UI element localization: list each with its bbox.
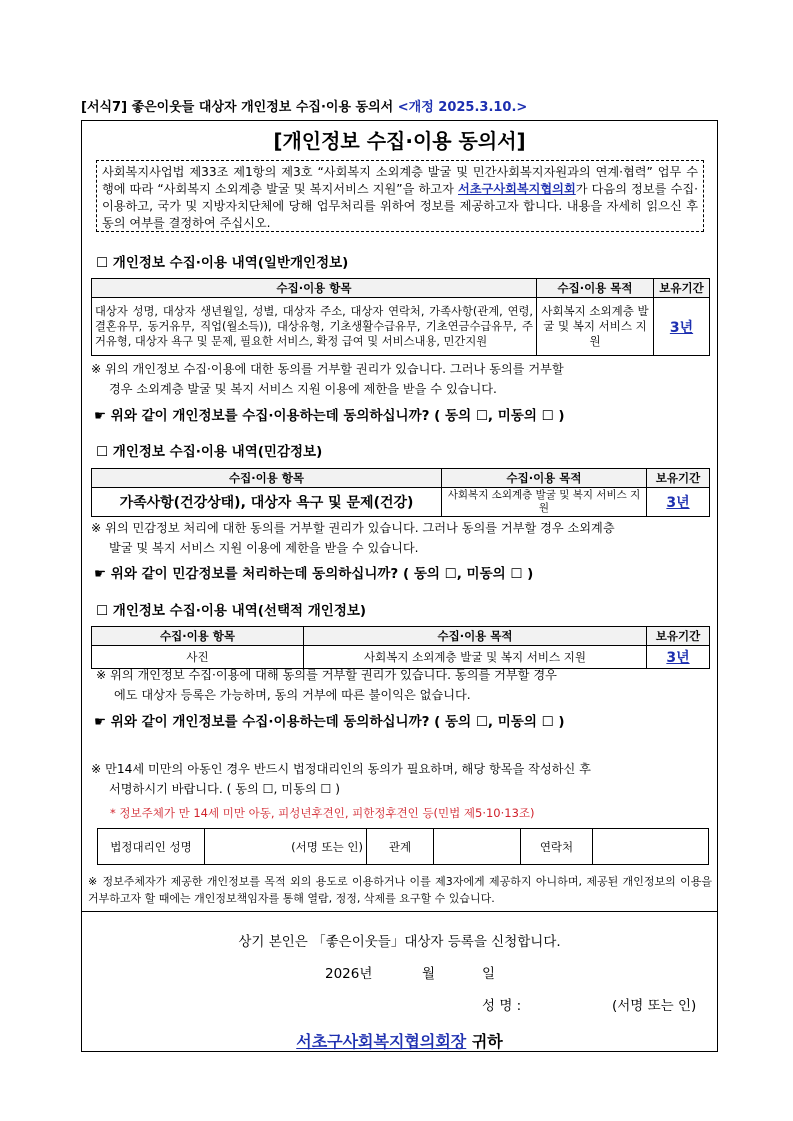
minor-note [91, 759, 713, 799]
relation-field[interactable] [434, 829, 521, 865]
date-month: 월 [422, 966, 436, 982]
sensitive-items: 가족사항(건강상태), 대상자 욕구 및 문제(건강) [92, 488, 442, 517]
addressee [82, 1029, 717, 1052]
general-note-line1: ※ 위의 개인정보 수집·이용에 대한 동의를 거부할 권리가 있습니다. 그러나 동의를 거부할 [91, 362, 564, 376]
divider [82, 911, 717, 912]
sensitive-info-table [91, 468, 710, 517]
optional-purpose: 사회복지 소외계층 발굴 및 복지 서비스 지원 [304, 646, 647, 669]
optional-info-table [91, 626, 710, 669]
revision-date: <개정 2025.3.10.> [397, 100, 528, 115]
legal-rep-table [97, 828, 709, 865]
disclaimer: ※ 정보주체자가 제공한 개인정보를 목적 외의 용도로 이용하거나 이를 제3자에게 제공하지 아니하며, 제공된 개인정보의 이용을 거부하고자 할 때에는 개인정보책임자를 통해 열람, 정정, 삭제를 요구할 수 있습니다. [88, 875, 712, 905]
date-year: 2026년 [325, 966, 373, 982]
optional-note [96, 665, 713, 705]
sensitive-purpose: 사회복지 소외계층 발굴 및 복지 서비스 지원 [442, 488, 647, 517]
addressee-suffix: 귀하 [471, 1032, 503, 1051]
general-info-table [91, 278, 710, 356]
optional-items: 사진 [92, 646, 304, 669]
general-purpose: 사회복지 소외계층 발굴 및 복지 서비스 지원 [537, 298, 654, 356]
general-note [91, 359, 713, 399]
col-retention: 보유기간 [647, 627, 710, 646]
optional-note-line2: 에도 대상자 등록은 가능하며, 동의 거부에 따른 불이익은 없습니다. [114, 688, 471, 702]
minor-red-note: * 정보주체가 만 14세 미만 아동, 피성년후견인, 피한정후견인 등(민법 제5·10·13조) [110, 806, 535, 820]
relation-label: 관계 [367, 829, 434, 865]
optional-retention: 3년 [647, 646, 710, 669]
contact-label: 연락처 [521, 829, 593, 865]
col-item: 수집·이용 항목 [92, 469, 442, 488]
general-items: 대상자 성명, 대상자 생년월일, 성별, 대상자 주소, 대상자 연락처, 가족사항(관계, 연령, 결혼유무, 동거유무, 직업(월소득)), 대상유형, 기초생활수급유무, 기초연금수급유무, 주거유형, 대상자 욕구 및 문제, 필요한 서비스, 확정 급여 및 서비스내용, 민간지원 [92, 298, 537, 356]
sensitive-retention: 3년 [647, 488, 710, 517]
addressee-org: 서초구사회복지협의회장 [296, 1032, 467, 1051]
form-title: [개인정보 수집·이용 동의서] [273, 129, 526, 153]
form-header [81, 96, 527, 115]
intro-text-2: 가 다음의 정보를 수집·이용하고, 국가 및 지방자치단체에 당해 업무처리를 위하여 정보를 제공하고자 합니다. 내용을 자세히 읽으신 후 동의 여부를 결정하여 주십시오. [102, 182, 698, 230]
sensitive-note [91, 518, 713, 558]
rep-sign-field[interactable]: (서명 또는 인) [205, 829, 367, 865]
minor-note-line2: 서명하시기 바랍니다. ( 동의 ☐, 미동의 ☐ ) [109, 782, 341, 796]
sensitive-consent-question: ☛ 위와 같이 민감정보를 처리하는데 동의하십니까? ( 동의 ☐, 미동의 ☐ ) [94, 566, 534, 582]
col-purpose: 수집·이용 목적 [537, 279, 654, 298]
sensitive-note-line1: ※ 위의 민감정보 처리에 대한 동의를 거부할 권리가 있습니다. 그러나 동의를 거부할 경우 소외계층 [91, 521, 615, 535]
form-number: [서식7] 좋은이웃들 대상자 개인정보 수집·이용 동의서 [81, 100, 394, 115]
section-optional-heading: ☐ 개인정보 수집·이용 내역(선택적 개인정보) [96, 603, 367, 619]
col-purpose: 수집·이용 목적 [304, 627, 647, 646]
intro-org: 서초구사회복지협의회 [458, 182, 576, 196]
general-note-line2: 경우 소외계층 발굴 및 복지 서비스 지원 이용에 제한을 받을 수 있습니다. [109, 382, 497, 396]
col-item: 수집·이용 항목 [92, 279, 537, 298]
col-item: 수집·이용 항목 [92, 627, 304, 646]
minor-note-line1: ※ 만14세 미만의 아동인 경우 반드시 법정대리인의 동의가 필요하며, 해당 항목을 작성하신 후 [91, 762, 591, 776]
intro-text-1: 사회복지사업법 제33조 제1항의 제3호 “사회복지 소외계층 발굴 및 민간사회복지자원과의 연계·협력” 업무 수행에 따라 “사회복지 소외계층 발굴 및 복지서비스 지원”을 하고자 [102, 165, 698, 196]
col-purpose: 수집·이용 목적 [442, 469, 647, 488]
date-day: 일 [482, 966, 496, 982]
consent-form [81, 120, 718, 1052]
closing-statement: 상기 본인은 「좋은이웃들」대상자 등록을 신청합니다. [238, 934, 561, 950]
section-general-heading: ☐ 개인정보 수집·이용 내역(일반개인정보) [96, 255, 349, 271]
section-sensitive-heading: ☐ 개인정보 수집·이용 내역(민감정보) [96, 444, 323, 460]
intro-box [96, 160, 704, 232]
contact-field[interactable] [593, 829, 709, 865]
col-retention: 보유기간 [647, 469, 710, 488]
optional-note-line1: ※ 위의 개인정보 수집·이용에 대해 동의를 거부할 권리가 있습니다. 동의를 거부할 경우 [96, 668, 557, 682]
sensitive-note-line2: 발굴 및 복지 서비스 지원 이용에 제한을 받을 수 있습니다. [109, 541, 419, 555]
general-consent-question: ☛ 위와 같이 개인정보를 수집·이용하는데 동의하십니까? ( 동의 ☐, 미동의 ☐ ) [94, 408, 565, 424]
general-retention: 3년 [654, 298, 710, 356]
optional-consent-question: ☛ 위와 같이 개인정보를 수집·이용하는데 동의하십니까? ( 동의 ☐, 미동의 ☐ ) [94, 714, 565, 730]
name-sign-field[interactable]: (서명 또는 인) [612, 998, 697, 1014]
name-label: 성 명 : [482, 998, 522, 1014]
col-retention: 보유기간 [654, 279, 710, 298]
rep-name-label: 법정대리인 성명 [98, 829, 205, 865]
